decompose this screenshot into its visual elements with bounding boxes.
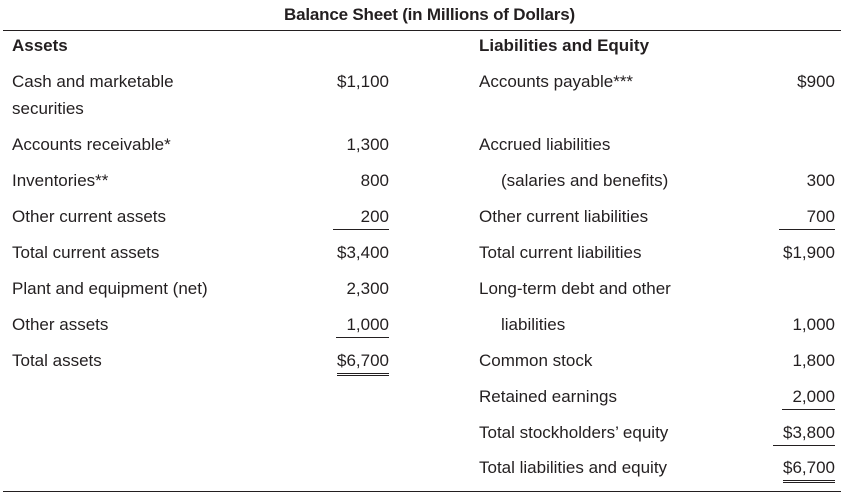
liability-label-total-current: Total current liabilities bbox=[479, 243, 642, 262]
liability-label-longterm-line2: liabilities bbox=[501, 315, 566, 334]
asset-label-other-assets: Other assets bbox=[12, 315, 109, 334]
asset-value-cash: $1,100 bbox=[337, 72, 389, 91]
liability-value-accrued: 300 bbox=[806, 171, 835, 190]
liability-value-common-stock: 1,800 bbox=[792, 351, 835, 370]
asset-label-cash-line2: securities bbox=[12, 99, 84, 118]
asset-value-receivables: 1,300 bbox=[346, 135, 389, 154]
liability-label-longterm-line1: Long-term debt and other bbox=[479, 279, 671, 298]
liability-value-retained: 2,000 bbox=[782, 385, 835, 410]
liability-label-retained: Retained earnings bbox=[479, 387, 617, 406]
asset-value-inventories: 800 bbox=[360, 171, 389, 190]
asset-value-other-current: 200 bbox=[333, 205, 389, 230]
asset-label-cash-line1: Cash and marketable bbox=[12, 72, 174, 91]
liability-label-other-current: Other current liabilities bbox=[479, 207, 649, 226]
liability-label-accrued-line2: (salaries and benefits) bbox=[501, 171, 669, 190]
asset-label-plant: Plant and equipment (net) bbox=[12, 279, 208, 298]
liability-value-total-liab-equity: $6,700 bbox=[783, 456, 835, 483]
asset-value-plant: 2,300 bbox=[346, 279, 389, 298]
liability-value-total-current: $1,900 bbox=[783, 243, 835, 262]
liability-label-common-stock: Common stock bbox=[479, 351, 593, 370]
assets-header: Assets bbox=[12, 36, 68, 55]
liability-label-total-equity: Total stockholders’ equity bbox=[479, 423, 669, 442]
asset-label-total-current: Total current assets bbox=[12, 243, 160, 262]
top-rule bbox=[3, 30, 841, 31]
asset-value-total-assets: $6,700 bbox=[337, 349, 389, 376]
liability-value-longterm: 1,000 bbox=[792, 315, 835, 334]
bottom-rule bbox=[3, 491, 841, 492]
liability-label-payable: Accounts payable*** bbox=[479, 72, 634, 91]
liability-value-payable: $900 bbox=[797, 72, 835, 91]
liability-label-accrued-line1: Accrued liabilities bbox=[479, 135, 611, 154]
asset-label-inventories: Inventories** bbox=[12, 171, 109, 190]
asset-label-other-current: Other current assets bbox=[12, 207, 167, 226]
asset-label-total-assets: Total assets bbox=[12, 351, 102, 370]
asset-value-total-current: $3,400 bbox=[337, 243, 389, 262]
liabilities-header: Liabilities and Equity bbox=[479, 36, 650, 55]
liability-value-other-current: 700 bbox=[779, 205, 835, 230]
page-title: Balance Sheet (in Millions of Dollars) bbox=[284, 5, 575, 24]
asset-label-receivables: Accounts receivable* bbox=[12, 135, 171, 154]
liability-value-total-equity: $3,800 bbox=[773, 421, 835, 446]
asset-value-other-assets: 1,000 bbox=[336, 313, 389, 338]
liability-label-total-liab-equity: Total liabilities and equity bbox=[479, 458, 668, 477]
